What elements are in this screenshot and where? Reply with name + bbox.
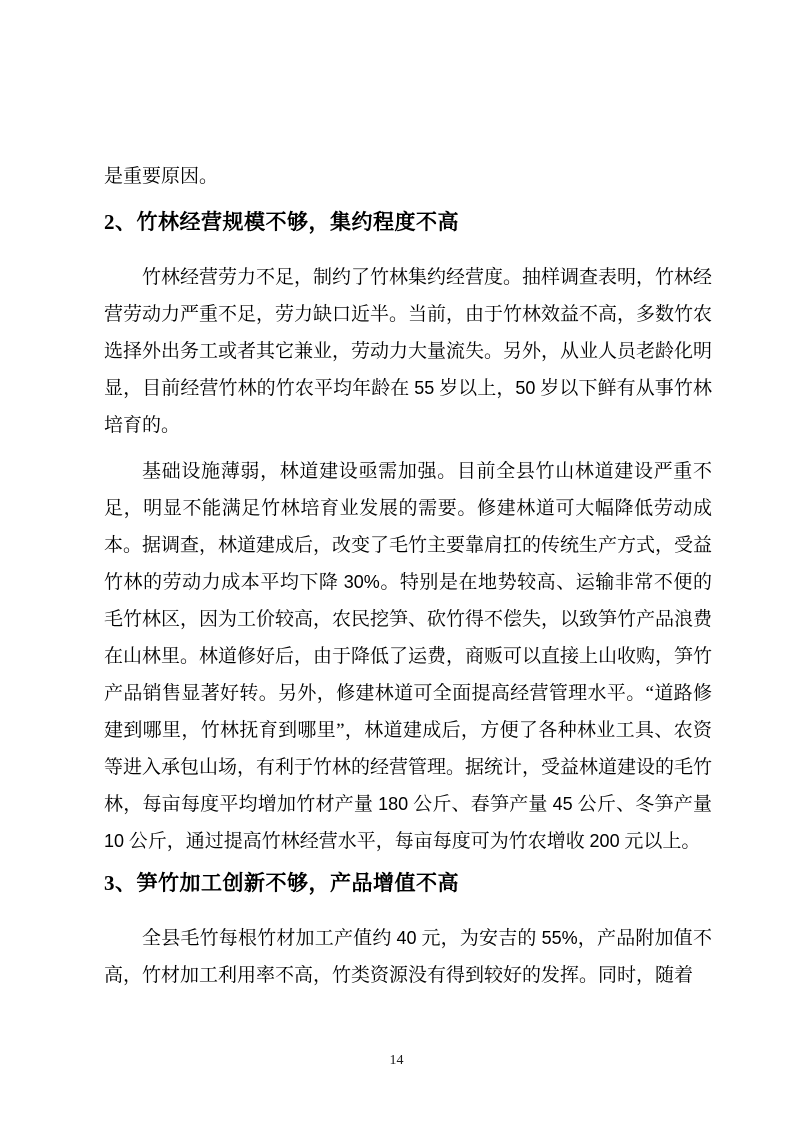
paragraph-continuation: 是重要原因。 — [104, 166, 219, 187]
section-heading-3: 3、笋竹加工创新不够，产品增值不高 — [104, 871, 459, 895]
page-number: 14 — [389, 1053, 404, 1068]
document-content — [104, 158, 712, 1003]
body-paragraph: 基础设施薄弱，林道建设亟需加强。目前全县竹山林道建设严重不足，明显不能满足竹林培育业发展的需要。修建林道可大幅降低劳动成本。据调查，林道建成后，改变了毛竹主要靠肩扛的传统生产方式，受益竹林的劳动力成本平均下降 30%。特别是在地势较高、运输非常不便的毛竹林区，因为工价较高，农民挖笋、砍竹得不偿失，以致笋竹产品浪费在山林里。林道修好后，由于降低了运费，商贩可以直接上山收购，笋竹产品销售显著好转。另外，修建林道可全面提高经营管理水平。“道路修建到哪里，竹林抚育到哪里”，林道建成后，方便了各种林业工具、农资等进入承包山场，有利于竹林的经营管理。据统计，受益林道建设的毛竹林，每亩每度平均增加竹材产量 180 公斤、春笋产量 45 公斤、冬笋产量 10 公斤，通过提高竹林经营水平，每亩每度可为竹农增收 200 元以上。 — [104, 461, 713, 852]
section-heading-2: 2、竹林经营规模不够，集约程度不高 — [104, 210, 459, 234]
body-paragraph: 竹林经营劳力不足，制约了竹林集约经营度。抽样调查表明，竹林经营劳动力严重不足，劳力缺口近半。当前，由于竹林效益不高，多数竹农选择外出务工或者其它兼业，劳动力大量流失。另外，从业人员老龄化明显，目前经营竹林的竹农平均年龄在 55 岁以上，50 岁以下鲜有从事竹林培育的。 — [104, 267, 713, 436]
body-paragraph: 全县毛竹每根竹材加工产值约 40 元，为安吉的 55%，产品附加值不高，竹材加工利用率不高，竹类资源没有得到较好的发挥。同时，随着 — [104, 928, 712, 986]
